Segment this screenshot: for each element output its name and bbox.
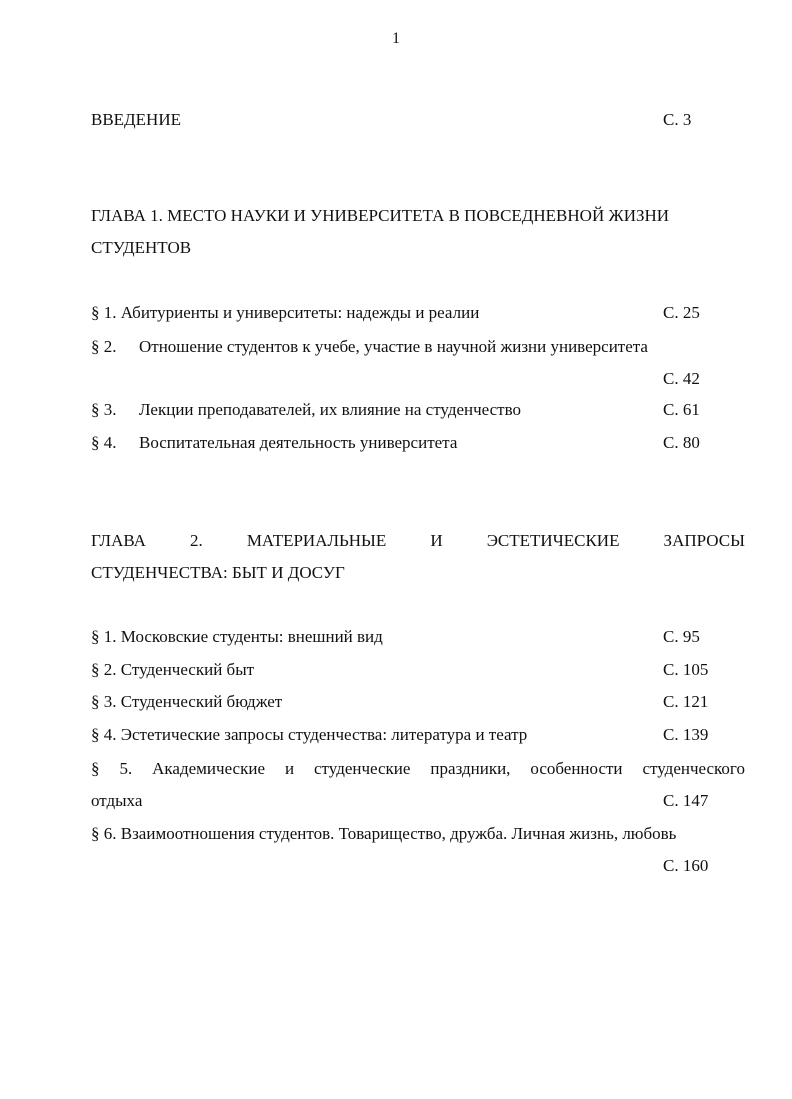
entry-word: Академические: [152, 759, 265, 778]
entry-word: студенческого: [642, 759, 745, 778]
heading-word: 2.: [189, 531, 203, 550]
toc-page-ch1-s3: С. 61: [663, 400, 700, 419]
toc-page-ch2-s1: С. 95: [663, 627, 700, 646]
section-sign: § 2.: [91, 337, 117, 356]
toc-page-ch1-s1: С. 25: [663, 303, 700, 322]
toc-page-ch2-s5: С. 147: [663, 791, 709, 810]
toc-page-ch2-s2: С. 105: [663, 660, 709, 679]
entry-word: §: [91, 759, 100, 778]
section-sign: § 3.: [91, 400, 117, 419]
entry-word: и: [284, 759, 295, 778]
section-title: Воспитательная деятельность университета: [139, 433, 458, 452]
toc-page-ch1-s4: С. 80: [663, 433, 700, 452]
toc-intro-page: С. 3: [663, 110, 692, 129]
toc-entry-ch1-s3: [91, 400, 521, 420]
page-number: 1: [392, 30, 400, 47]
entry-word: студенческие: [314, 759, 411, 778]
heading-word: МАТЕРИАЛЬНЫЕ: [246, 531, 387, 550]
heading-word: И: [430, 531, 443, 550]
entry-word: праздники,: [430, 759, 511, 778]
toc-intro-title: ВВЕДЕНИЕ: [91, 110, 181, 129]
toc-page-ch2-s3: С. 121: [663, 692, 709, 711]
toc-entry-ch2-s6: § 6. Взаимоотношения студентов. Товарищество, дружба. Личная жизнь, любовь: [91, 824, 677, 843]
entry-word: 5.: [119, 759, 133, 778]
section-sign: § 4.: [91, 433, 117, 452]
section-title: Лекции преподавателей, их влияние на студенчество: [139, 400, 522, 419]
toc-entry-ch2-s5-line2: отдыха: [91, 791, 143, 810]
toc-entry-ch2-s4: § 4. Эстетические запросы студенчества: литература и театр: [91, 725, 528, 744]
toc-page-ch2-s4: С. 139: [663, 725, 709, 744]
toc-entry-ch1-s4: [91, 433, 457, 453]
heading-word: ЭСТЕТИЧЕСКИЕ: [486, 531, 620, 550]
toc-entry-ch2-s5: [91, 759, 745, 779]
chapter2-heading-line1: [91, 531, 745, 551]
toc-entry-ch1-s2: [91, 337, 648, 357]
heading-word: ЗАПРОСЫ: [663, 531, 745, 550]
chapter1-heading-line1: ГЛАВА 1. МЕСТО НАУКИ И УНИВЕРСИТЕТА В ПОВСЕДНЕВНОЙ ЖИЗНИ: [91, 206, 670, 225]
toc-page-ch1-s2: С. 42: [663, 369, 700, 388]
toc-entry-ch2-s3: § 3. Студенческий бюджет: [91, 692, 283, 711]
toc-entry-ch1-s1: [91, 303, 479, 323]
heading-word: ГЛАВА: [91, 531, 146, 550]
toc-page-ch2-s6: С. 160: [663, 856, 709, 875]
chapter2-heading-line2: СТУДЕНЧЕСТВА: БЫТ И ДОСУГ: [91, 563, 345, 582]
entry-word: особенности: [530, 759, 623, 778]
chapter1-heading-line2: СТУДЕНТОВ: [91, 238, 192, 257]
toc-entry-ch2-s2: § 2. Студенческий быт: [91, 660, 255, 679]
section-sign: § 1.: [91, 303, 117, 322]
section-title: Отношение студентов к учебе, участие в научной жизни университета: [139, 337, 648, 356]
section-title: Абитуриенты и университеты: надежды и реалии: [120, 303, 480, 322]
toc-entry-ch2-s1: § 1. Московские студенты: внешний вид: [91, 627, 383, 646]
